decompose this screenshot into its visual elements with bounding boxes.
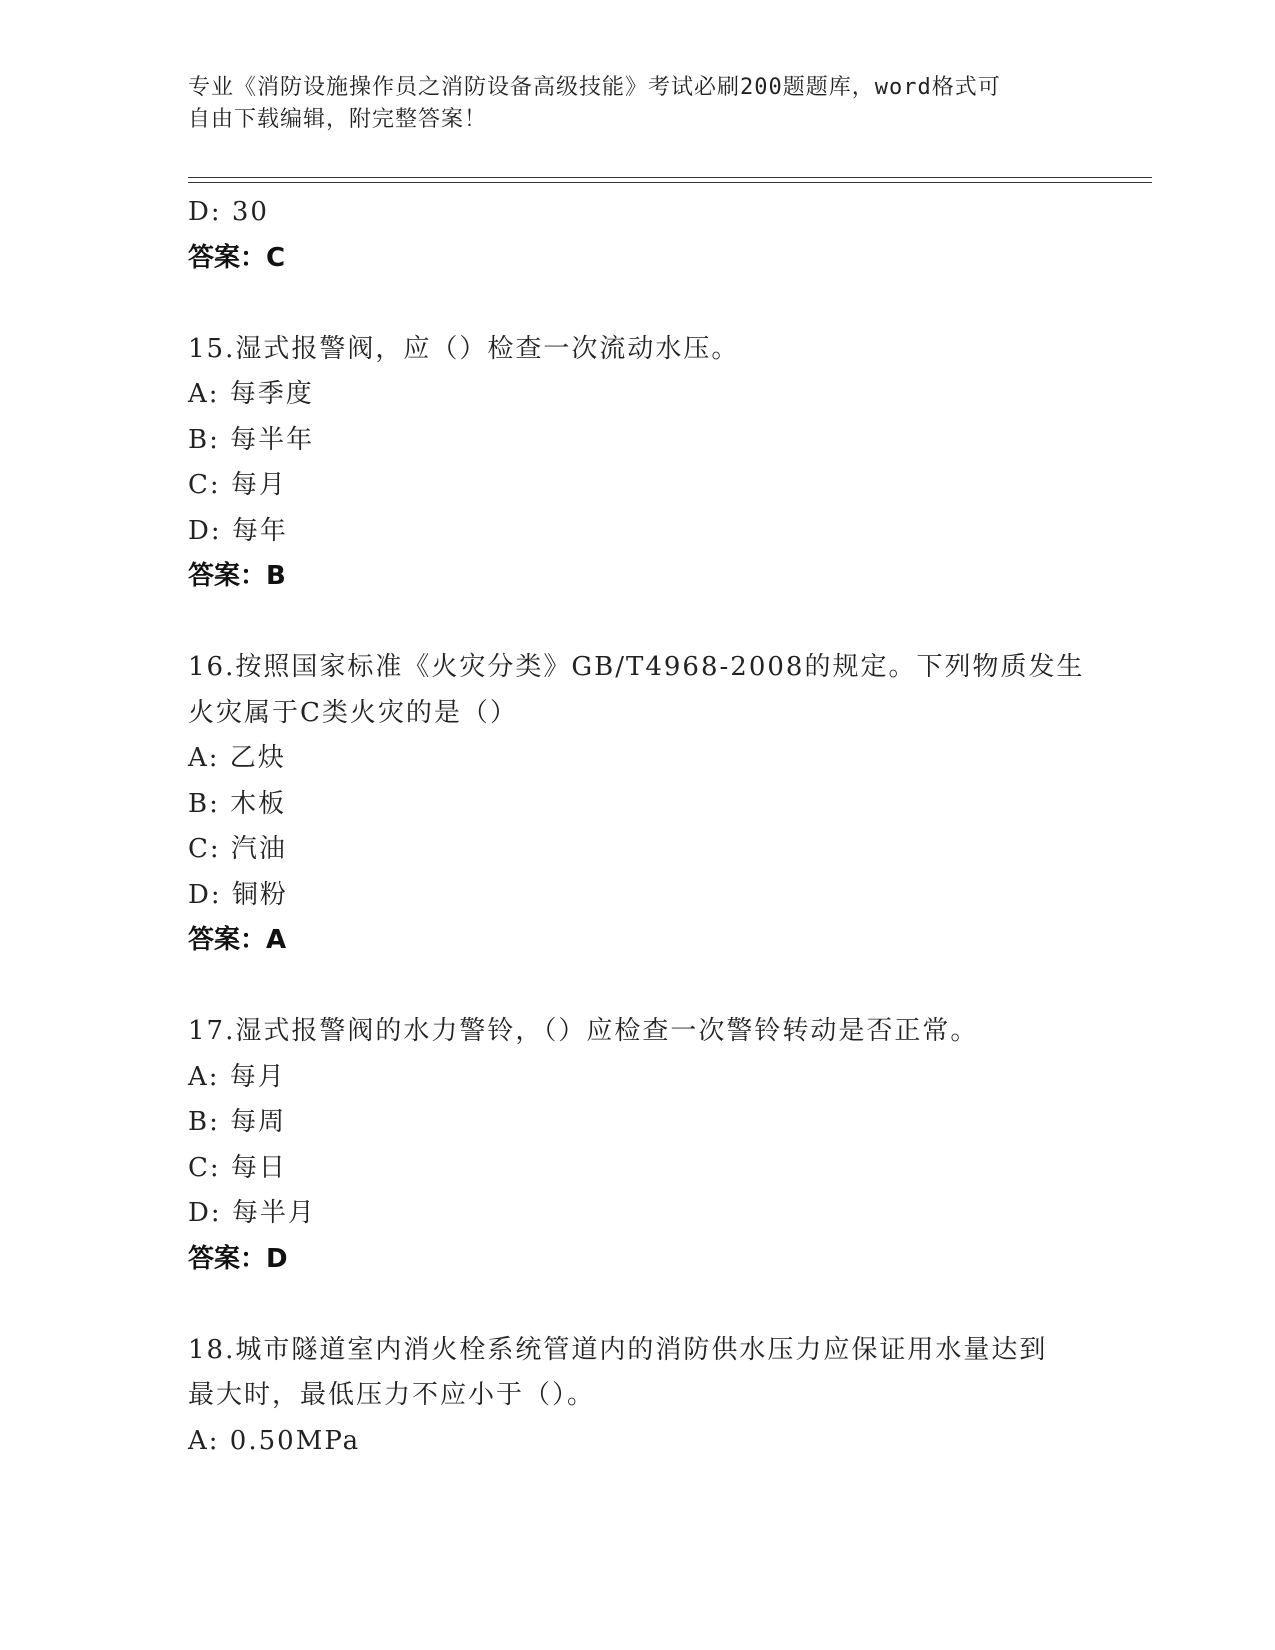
option-a: A: 每月 bbox=[188, 1061, 286, 1092]
question-stem: 16.按照国家标准《火灾分类》GB/T4968-2008的规定。下列物质发生 bbox=[188, 652, 1085, 682]
spacer bbox=[188, 964, 1088, 1010]
question-list bbox=[188, 190, 1088, 1464]
spacer bbox=[188, 1282, 1088, 1328]
header-title-line-2: 自由下载编辑，附完整答案！ bbox=[188, 107, 488, 132]
header-divider-bottom bbox=[188, 182, 1152, 183]
option-a: A: 0.50MPa bbox=[188, 1425, 361, 1456]
option-d: D: 铜粉 bbox=[188, 879, 288, 910]
question-17 bbox=[188, 1009, 1088, 1282]
option-a: A: 乙炔 bbox=[188, 743, 286, 773]
spacer bbox=[188, 281, 1088, 327]
question-stem: 15.湿式报警阀，应（）检查一次流动水压。 bbox=[188, 333, 740, 364]
option-a: A: 每季度 bbox=[188, 379, 314, 409]
option-c: C: 每月 bbox=[188, 470, 287, 500]
question-stem: 18.城市隧道室内消火栓系统管道内的消防供水压力应保证用水量达到 bbox=[188, 1334, 1048, 1365]
option-c: C: 汽油 bbox=[188, 834, 287, 864]
answer-line: 答案：B bbox=[188, 561, 286, 591]
header-title-line-1: 专业《消防设施操作员之消防设备高级技能》考试必刷200题题库，word格式可 bbox=[188, 75, 1001, 100]
question-16 bbox=[188, 645, 1088, 964]
option-c: C: 每日 bbox=[188, 1152, 287, 1183]
header-divider-top bbox=[188, 177, 1152, 178]
option-b: B: 每半年 bbox=[188, 424, 315, 455]
option-d: D: 每年 bbox=[188, 515, 288, 546]
answer-line: 答案：C bbox=[188, 242, 286, 273]
option-d: D: 30 bbox=[188, 197, 269, 227]
question-18 bbox=[188, 1328, 1088, 1465]
question-stem: 17.湿式报警阀的水力警铃，（）应检查一次警铃转动是否正常。 bbox=[188, 1016, 979, 1046]
answer-line: 答案：A bbox=[188, 925, 287, 955]
question-stem-continued: 最大时，最低压力不应小于（）。 bbox=[188, 1380, 596, 1410]
question-stem-continued: 火灾属于C类火灾的是（） bbox=[188, 697, 518, 728]
spacer bbox=[188, 600, 1088, 646]
option-d: D: 每半月 bbox=[188, 1198, 316, 1228]
option-b: B: 木板 bbox=[188, 788, 287, 819]
question-15 bbox=[188, 327, 1088, 600]
answer-line: 答案：D bbox=[188, 1243, 288, 1274]
page-header bbox=[188, 72, 1088, 136]
option-b: B: 每周 bbox=[188, 1107, 287, 1137]
